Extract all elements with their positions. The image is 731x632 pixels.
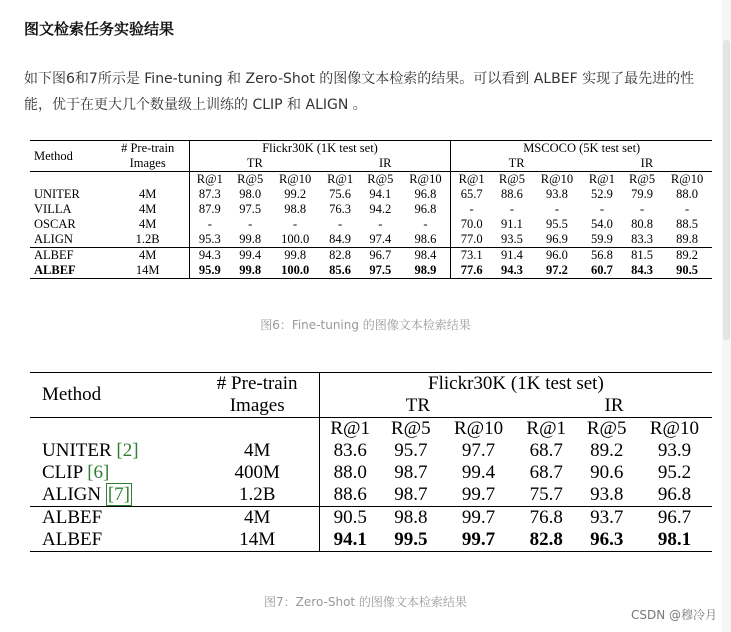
- value-cell: 91.1: [501, 217, 523, 231]
- method-cell: ALBEF: [30, 248, 107, 264]
- value-cell: 98.4: [400, 248, 451, 264]
- value-cell: -: [378, 217, 383, 231]
- value-cell: 96.9: [545, 232, 568, 246]
- value-cell: 99.2: [284, 187, 307, 201]
- value-cell: 93.5: [501, 232, 523, 246]
- metric-label: R@1: [189, 172, 230, 188]
- images-cell: 14M: [107, 263, 189, 279]
- table-row: [30, 248, 712, 264]
- value-cell: 100.0: [270, 263, 320, 279]
- method-cell: ALBEF: [30, 263, 107, 279]
- value-cell: 99.7: [461, 484, 496, 505]
- metric-label: R@5: [360, 172, 400, 188]
- table-row: [30, 263, 712, 279]
- value-cell: 96.8: [400, 187, 451, 202]
- value-cell: 79.9: [631, 187, 653, 201]
- value-cell: 77.6: [451, 263, 492, 279]
- value-cell: 83.3: [631, 232, 653, 246]
- value-cell: 83.6: [333, 440, 367, 461]
- flickr-group-header: Flickr30K (1K test set): [189, 141, 451, 157]
- value-cell: 56.8: [582, 248, 622, 264]
- value-cell: 98.1: [637, 529, 712, 552]
- images-cell: 1.2B: [196, 484, 320, 507]
- value-cell: 88.6: [501, 187, 523, 201]
- images-cell: 4M: [107, 248, 189, 264]
- value-cell: 68.7: [529, 462, 563, 483]
- value-cell: 81.5: [622, 248, 662, 264]
- value-cell: 88.5: [676, 217, 699, 231]
- pretrain-header: # Pre-train: [107, 141, 189, 157]
- value-cell: -: [400, 217, 451, 232]
- value-cell: 98.7: [394, 484, 428, 505]
- table-row: [30, 202, 712, 217]
- images-cell: 4M: [196, 440, 320, 462]
- images-cell: 4M: [107, 202, 189, 217]
- value-cell: 82.8: [320, 248, 360, 264]
- metric-label: R@10: [532, 172, 582, 188]
- value-cell: 85.6: [320, 263, 360, 279]
- images-cell: 4M: [107, 187, 189, 202]
- value-cell: 98.0: [239, 187, 262, 201]
- value-cell: 65.7: [460, 187, 483, 201]
- value-cell: 73.1: [451, 248, 492, 264]
- value-cell: 89.8: [676, 232, 699, 246]
- figure-caption-7: 图7：Zero-Shot 的图像文本检索结果: [264, 595, 467, 609]
- method-cell: ALBEF: [30, 507, 196, 530]
- pretrain-header-line2: Images: [107, 156, 189, 172]
- tr-header: TR: [405, 395, 431, 416]
- value-cell: -: [293, 217, 298, 231]
- value-cell: 96.7: [360, 248, 400, 264]
- value-cell: 97.5: [360, 263, 400, 279]
- table-row: [30, 187, 712, 202]
- value-cell: 93.8: [590, 484, 624, 505]
- value-cell: 91.4: [492, 248, 532, 264]
- value-cell: -: [639, 202, 645, 216]
- section-heading: 图文检索任务实验结果: [24, 20, 175, 38]
- metric-label: R@1: [320, 172, 360, 188]
- value-cell: 68.7: [529, 440, 563, 461]
- value-cell: 93.9: [657, 440, 692, 461]
- value-cell: 99.8: [239, 232, 262, 246]
- metric-label: R@5: [381, 418, 441, 441]
- value-cell: 97.7: [461, 440, 496, 461]
- value-cell: 99.4: [230, 248, 270, 264]
- citation-link[interactable]: [7]: [107, 484, 131, 505]
- value-cell: 95.7: [394, 440, 428, 461]
- value-cell: -: [599, 202, 604, 216]
- table-row: [30, 217, 712, 232]
- tr-header: TR: [246, 156, 263, 170]
- value-cell: 89.2: [590, 440, 624, 461]
- method-cell: UNITER [2]: [42, 440, 139, 461]
- value-cell: 95.2: [657, 462, 692, 483]
- scrollbar-thumb[interactable]: [723, 40, 730, 340]
- table-row: [30, 484, 712, 507]
- value-cell: 99.5: [381, 529, 441, 552]
- csdn-watermark: CSDN @穆冷月: [630, 608, 717, 622]
- value-cell: 80.8: [631, 217, 653, 231]
- value-cell: 76.3: [329, 202, 352, 216]
- method-cell: ALBEF: [30, 529, 196, 552]
- value-cell: 96.3: [576, 529, 636, 552]
- value-cell: -: [554, 202, 559, 216]
- value-cell: 94.3: [189, 248, 230, 264]
- value-cell: 88.0: [333, 462, 367, 483]
- value-cell: 96.8: [657, 484, 692, 505]
- value-cell: 97.5: [239, 202, 262, 216]
- value-cell: 76.8: [516, 507, 576, 530]
- value-cell: 77.0: [460, 232, 483, 246]
- value-cell: 87.9: [198, 202, 221, 216]
- metric-label: R@5: [622, 172, 662, 188]
- images-cell: 400M: [196, 462, 320, 484]
- metric-label: R@1: [582, 172, 622, 188]
- value-cell: 75.6: [329, 187, 352, 201]
- table-row: [30, 440, 712, 462]
- flickr-group-header: Flickr30K (1K test set): [319, 373, 712, 396]
- metric-label: R@1: [451, 172, 492, 188]
- value-cell: 97.2: [532, 263, 582, 279]
- value-cell: -: [469, 202, 474, 216]
- ir-header: IR: [604, 395, 624, 416]
- value-cell: 100.0: [281, 232, 310, 246]
- ir-header: IR: [640, 156, 654, 170]
- value-cell: 52.9: [590, 187, 613, 201]
- value-cell: 82.8: [516, 529, 576, 552]
- page-scrollbar[interactable]: [722, 0, 731, 632]
- metric-label: R@5: [230, 172, 270, 188]
- value-cell: 98.8: [284, 202, 307, 216]
- method-cell: VILLA: [34, 202, 72, 216]
- metric-label: R@1: [319, 418, 380, 441]
- images-cell: 1.2B: [107, 232, 189, 248]
- metric-label: R@10: [637, 418, 712, 441]
- tr-header: TR: [508, 156, 525, 170]
- ir-header: IR: [320, 156, 451, 172]
- pretrain-header: # Pre-train: [196, 373, 320, 396]
- value-cell: 96.7: [637, 507, 712, 530]
- method-header: Method: [30, 141, 107, 172]
- value-cell: 94.3: [492, 263, 532, 279]
- metric-label: R@5: [492, 172, 532, 188]
- value-cell: 99.7: [441, 529, 516, 552]
- value-cell: 98.7: [394, 462, 428, 483]
- value-cell: -: [509, 202, 515, 216]
- metric-label: R@10: [662, 172, 712, 188]
- value-cell: 96.0: [532, 248, 582, 264]
- value-cell: 60.7: [582, 263, 622, 279]
- value-cell: -: [248, 217, 253, 231]
- value-cell: 84.3: [622, 263, 662, 279]
- finetune-results-table: [30, 140, 712, 279]
- value-cell: 70.0: [460, 217, 483, 231]
- table-row: [30, 529, 712, 552]
- value-cell: 90.5: [319, 507, 380, 530]
- intro-paragraph: 如下图6和7所示是 Fine-tuning 和 Zero-Shot 的图像文本检索的结果。可以看到 ALBEF 实现了最先进的性能，优于在更大几个数量级上训练的 CLIP 和 ALIGN 。: [24, 71, 695, 113]
- value-cell: -: [338, 217, 343, 231]
- metric-label: R@10: [441, 418, 516, 441]
- value-cell: -: [684, 202, 690, 216]
- method-header: Method: [30, 373, 196, 418]
- value-cell: -: [207, 217, 212, 231]
- citation-link[interactable]: [2]: [116, 440, 139, 461]
- images-cell: 4M: [196, 507, 320, 530]
- value-cell: 89.2: [662, 248, 712, 264]
- value-cell: 98.9: [400, 263, 451, 279]
- method-cell: OSCAR: [34, 217, 76, 231]
- mscoco-group-header: MSCOCO (5K test set): [451, 141, 712, 157]
- images-cell: 4M: [107, 217, 189, 232]
- value-cell: 95.9: [189, 263, 230, 279]
- metric-label: R@5: [576, 418, 636, 441]
- metric-label: R@10: [270, 172, 320, 188]
- images-cell: 14M: [196, 529, 320, 552]
- table-row: [30, 507, 712, 530]
- metric-header-row: [30, 418, 712, 441]
- value-cell: 84.9: [329, 232, 352, 246]
- value-cell: 98.6: [400, 232, 451, 248]
- value-cell: 93.8: [545, 187, 568, 201]
- table-row: [30, 232, 712, 248]
- table-row: [30, 462, 712, 484]
- value-cell: 98.8: [381, 507, 441, 530]
- value-cell: 94.2: [369, 202, 392, 216]
- value-cell: 99.7: [441, 507, 516, 530]
- pretrain-header-line2: Images: [196, 395, 320, 418]
- value-cell: 95.5: [545, 217, 568, 231]
- value-cell: 54.0: [590, 217, 613, 231]
- value-cell: 87.3: [198, 187, 221, 201]
- value-cell: 93.7: [576, 507, 636, 530]
- value-cell: 96.8: [400, 202, 451, 217]
- value-cell: 90.5: [662, 263, 712, 279]
- value-cell: 59.9: [590, 232, 613, 246]
- value-cell: 99.8: [230, 263, 270, 279]
- value-cell: 88.6: [333, 484, 367, 505]
- citation-link[interactable]: [6]: [87, 462, 110, 483]
- method-cell: ALIGN: [34, 232, 73, 246]
- value-cell: 75.7: [529, 484, 563, 505]
- value-cell: 95.3: [198, 232, 221, 246]
- figure-caption-6: 图6：Fine-tuning 的图像文本检索结果: [260, 318, 471, 332]
- value-cell: 90.6: [590, 462, 624, 483]
- value-cell: 99.8: [270, 248, 320, 264]
- value-cell: 99.4: [461, 462, 496, 483]
- metric-label: R@1: [516, 418, 576, 441]
- metric-header-row: [30, 172, 712, 188]
- value-cell: 94.1: [369, 187, 392, 201]
- metric-label: R@10: [400, 172, 451, 188]
- method-cell: CLIP [6]: [42, 462, 110, 483]
- method-cell: UNITER: [34, 187, 80, 201]
- zeroshot-results-table: [30, 372, 712, 552]
- value-cell: 94.1: [319, 529, 380, 552]
- method-cell: ALIGN [7]: [42, 484, 131, 505]
- value-cell: 88.0: [676, 187, 699, 201]
- value-cell: 97.4: [369, 232, 392, 246]
